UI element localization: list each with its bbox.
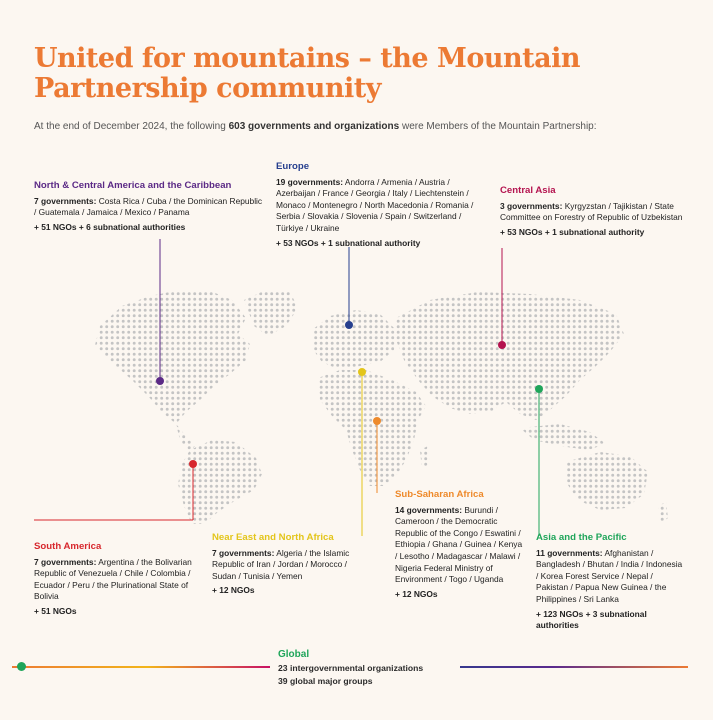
region-asia-pacific-count: 11 — [536, 547, 545, 558]
region-asia-pacific — [536, 532, 686, 632]
near-east-dot — [358, 368, 366, 376]
land-indonesia — [520, 424, 606, 450]
gov-label: governments: — [507, 200, 563, 211]
region-north-america-list: Costa Rica / Cuba / the Dominican Republic / Guatemala / Jamaica / Mexico / Panama — [34, 195, 263, 218]
region-north-america — [34, 180, 266, 233]
gov-label: governments: — [41, 195, 97, 206]
region-south-america — [34, 541, 194, 618]
north-america-dot — [156, 377, 164, 385]
region-central-asia-title: Central Asia — [500, 185, 556, 196]
intro-after: were Members of the Mountain Partnership: — [399, 121, 597, 132]
region-sub-saharan-title: Sub-Saharan Africa — [395, 489, 484, 500]
region-asia-pacific-extra: + 123 NGOs + 3 subnational authorities — [536, 608, 647, 631]
south-america-dot — [189, 460, 197, 468]
region-sub-saharan-list: Burundi / Cameroon / the Democratic Republic of the Congo / Eswatini / Ethiopia / Ghana / Guinea / Kenya / Lesotho / Madagascar / Malawi / Nigeria Federal Ministry of Environment / Togo / Uganda — [395, 504, 523, 585]
central-asia-dot — [498, 341, 506, 349]
europe-dot — [345, 321, 353, 329]
land-africa — [318, 370, 426, 486]
land-greenland — [244, 290, 298, 336]
sub-saharan-dot — [373, 417, 381, 425]
land-central-america — [176, 424, 195, 452]
region-south-america-list: Argentina / the Bolivarian Republic of Venezuela / Chile / Colombia / Ecuador / Peru / the Plurinational State of Bolivia — [34, 556, 192, 602]
gov-label: governments: — [547, 547, 603, 558]
land-australia — [566, 452, 648, 510]
global-line1: 23 intergovernmental organizations — [278, 663, 424, 673]
region-asia-pacific-members — [536, 548, 686, 606]
region-south-america-extra: + 51 NGOs — [34, 605, 77, 616]
region-south-america-title: South America — [34, 541, 102, 552]
land-asia — [396, 292, 624, 420]
global-line2: 39 global major groups — [278, 676, 373, 686]
region-north-america-count: 7 — [34, 195, 39, 206]
region-central-asia-count: 3 — [500, 200, 505, 211]
region-europe — [276, 161, 476, 249]
global-title: Global — [278, 649, 310, 660]
region-europe-members — [276, 177, 476, 235]
region-sub-saharan — [395, 489, 525, 600]
land-north-america — [95, 290, 250, 424]
intro-before: At the end of December 2024, the following — [34, 121, 229, 132]
region-near-east-members — [212, 548, 362, 583]
region-near-east-count: 7 — [212, 547, 217, 558]
region-europe-list: Andorra / Armenia / Austria / Azerbaijan / France / Georgia / Italy / Liechtenstein / Monaco / Montenegro / North Macedonia / Romania / Serbia / Slovakia / Slovenia / Spain / Switzerland / Türkiye / Ukraine — [276, 176, 474, 233]
region-near-east-extra: + 12 NGOs — [212, 585, 255, 596]
region-sub-saharan-extra: + 12 NGOs — [395, 588, 438, 599]
asia-pacific-dot — [535, 385, 543, 393]
gov-label: governments: — [41, 556, 97, 567]
region-central-asia-list: Kyrgyzstan / Tajikistan / State Committee on Forestry of Republic of Uzbekistan — [500, 200, 683, 223]
land-new-zealand — [658, 502, 668, 524]
region-near-east-list: Algeria / the Islamic Republic of Iran / Jordan / Morocco / Sudan / Tunisia / Yemen — [212, 547, 350, 581]
region-north-america-members — [34, 196, 266, 219]
region-sub-saharan-members — [395, 505, 525, 586]
region-central-asia — [500, 185, 685, 238]
gov-label: governments: — [219, 547, 275, 558]
continents — [95, 290, 668, 524]
region-south-america-count: 7 — [34, 556, 39, 567]
region-north-america-title: North & Central America and the Caribbean — [34, 180, 232, 191]
region-south-america-members — [34, 557, 194, 603]
gov-label: governments: — [287, 176, 344, 187]
global-box — [270, 648, 460, 696]
region-europe-title: Europe — [276, 161, 310, 172]
intro-bold: 603 governments and organizations — [228, 121, 400, 132]
page-title: United for mountains – the Mountain Partnership community — [34, 43, 580, 104]
region-near-east — [212, 532, 362, 597]
region-central-asia-members — [500, 201, 685, 224]
region-asia-pacific-list: Afghanistan / Bangladesh / Bhutan / India / Indonesia / Korea Forest Service / Nepal / Pakistan / Papua New Guinea / the Philippines / Sri Lanka — [536, 547, 683, 604]
gov-label: governments: — [406, 504, 463, 515]
global-left-dot — [17, 662, 26, 671]
region-sub-saharan-count: 14 — [395, 504, 405, 515]
region-central-asia-extra: + 53 NGOs + 1 subnational authority — [500, 226, 645, 237]
region-near-east-title: Near East and North Africa — [212, 532, 334, 543]
land-europe — [312, 310, 396, 370]
region-north-america-extra: + 51 NGOs + 6 subnational authorities — [34, 221, 186, 232]
region-asia-pacific-title: Asia and the Pacific — [536, 532, 627, 543]
region-europe-count: 19 — [276, 176, 286, 187]
region-europe-extra: + 53 NGOs + 1 subnational authority — [276, 237, 421, 248]
land-south-america — [178, 440, 262, 524]
land-madagascar — [420, 446, 430, 470]
